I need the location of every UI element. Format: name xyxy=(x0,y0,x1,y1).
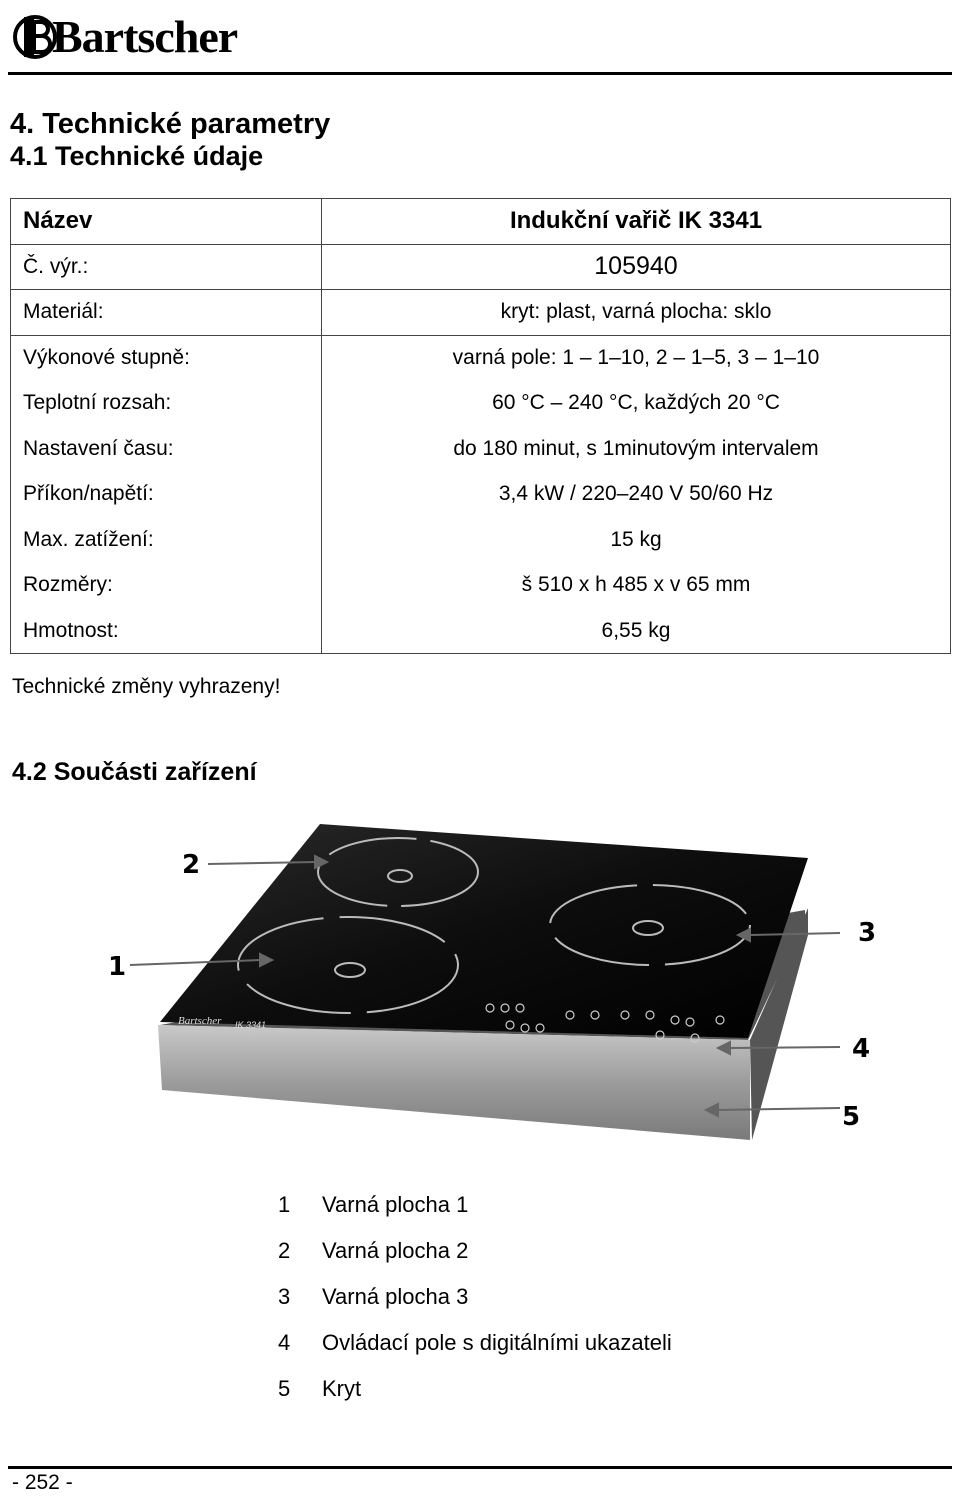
row-value: 105940 xyxy=(322,244,951,290)
header-divider xyxy=(8,72,952,75)
table-row xyxy=(11,290,951,336)
callout-5: 5 xyxy=(842,1102,861,1132)
part-number: 1 xyxy=(278,1192,291,1217)
table-row xyxy=(11,381,951,427)
brand-logo xyxy=(12,6,237,68)
table-row xyxy=(11,426,951,472)
parts-list xyxy=(278,1182,672,1412)
part-number: 4 xyxy=(278,1330,291,1355)
table-row xyxy=(11,199,951,245)
glass-top xyxy=(160,824,808,1038)
row-value: kryt: plast, varná plocha: sklo xyxy=(322,290,951,336)
parts-section-title: 4.2 Součásti zařízení xyxy=(12,758,257,786)
table-row xyxy=(11,335,951,381)
row-value: varná pole: 1 – 1–10, 2 – 1–5, 3 – 1–10 xyxy=(322,335,951,381)
device-illustration xyxy=(100,810,890,1160)
part-name: Ovládací pole s digitálními ukazateli xyxy=(322,1330,672,1355)
induction-cooker-image xyxy=(100,810,890,1160)
row-label: Název xyxy=(11,199,322,245)
list-item xyxy=(278,1274,672,1320)
row-label: Výkonové stupně: xyxy=(11,335,322,381)
table-row xyxy=(11,563,951,609)
footer-divider xyxy=(8,1466,952,1469)
part-number: 3 xyxy=(278,1284,291,1309)
row-label: Materiál: xyxy=(11,290,322,336)
row-value: 60 °C – 240 °C, každých 20 °C xyxy=(322,381,951,427)
part-name: Kryt xyxy=(322,1376,362,1401)
section-title: 4. Technické parametry xyxy=(10,108,331,140)
table-row xyxy=(11,472,951,518)
bartscher-logo-mark xyxy=(12,14,58,60)
row-label: Rozměry: xyxy=(11,563,322,609)
part-name: Varná plocha 3 xyxy=(322,1284,469,1309)
page-number: - 252 - xyxy=(12,1471,73,1494)
technical-changes-note: Technické změny vyhrazeny! xyxy=(12,675,281,698)
page-heading xyxy=(10,108,330,172)
row-label: Max. zatížení: xyxy=(11,517,322,563)
row-label: Hmotnost: xyxy=(11,608,322,654)
row-value: 3,4 kW / 220–240 V 50/60 Hz xyxy=(322,472,951,518)
technical-data-table xyxy=(10,198,951,654)
device-model-label: IK 3341 xyxy=(235,1020,267,1030)
table-row xyxy=(11,244,951,290)
callout-2: 2 xyxy=(182,850,201,880)
part-name: Varná plocha 1 xyxy=(322,1192,469,1217)
part-number: 5 xyxy=(278,1376,291,1401)
callout-4: 4 xyxy=(852,1034,871,1064)
device-brand-label: Bartscher xyxy=(178,1015,222,1027)
table-row xyxy=(11,517,951,563)
brand-name: Bartscher xyxy=(52,11,238,62)
housing-front xyxy=(158,1025,750,1140)
row-value: š 510 x h 485 x v 65 mm xyxy=(322,563,951,609)
row-value: 6,55 kg xyxy=(322,608,951,654)
subsection-title: 4.1 Technické údaje xyxy=(10,141,264,172)
table-row xyxy=(11,608,951,654)
row-label: Nastavení času: xyxy=(11,426,322,472)
list-item xyxy=(278,1182,672,1228)
list-item xyxy=(278,1366,672,1412)
row-label: Příkon/napětí: xyxy=(11,472,322,518)
list-item xyxy=(278,1320,672,1366)
row-value: 15 kg xyxy=(322,517,951,563)
row-value: Indukční vařič IK 3341 xyxy=(322,199,951,245)
row-label: Č. výr.: xyxy=(11,244,322,290)
callout-3: 3 xyxy=(858,918,877,948)
part-name: Varná plocha 2 xyxy=(322,1238,469,1263)
part-number: 2 xyxy=(278,1238,291,1263)
row-label: Teplotní rozsah: xyxy=(11,381,322,427)
callout-1: 1 xyxy=(108,952,127,982)
row-value: do 180 minut, s 1minutovým intervalem xyxy=(322,426,951,472)
list-item xyxy=(278,1228,672,1274)
